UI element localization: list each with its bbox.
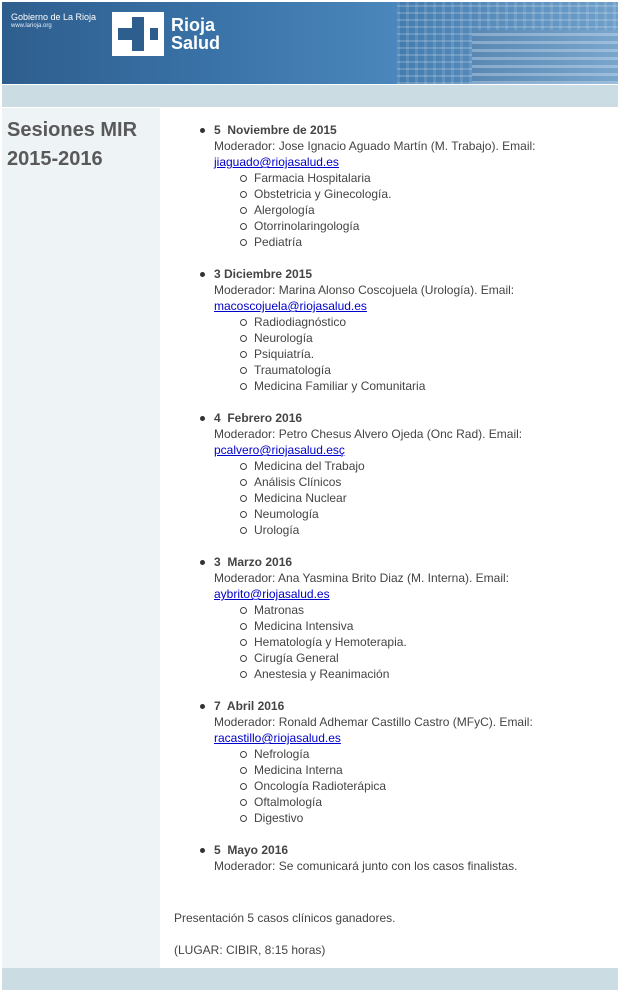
session-date: 5 Noviembre de 2015 [214, 123, 337, 137]
gov-name[interactable]: Gobierno de La Rioja [11, 12, 97, 22]
specialty-item [214, 474, 618, 490]
session-item [162, 266, 618, 394]
bullet-icon [200, 560, 205, 565]
gov-url[interactable]: www.larioja.org [11, 23, 52, 29]
specialty-label: Digestivo [254, 811, 304, 825]
circle-bullet-icon [240, 351, 247, 358]
specialty-item [214, 490, 618, 506]
session-item [162, 410, 618, 538]
circle-bullet-icon [240, 671, 247, 678]
bullet-icon [200, 848, 205, 853]
bullet-icon [200, 416, 205, 421]
circle-bullet-icon [240, 383, 247, 390]
circle-bullet-icon [240, 623, 247, 630]
session-moderator: Moderador: Marina Alonso Coscojuela (Urología). Email: [214, 283, 515, 297]
specialty-label: Radiodiagnóstico [254, 315, 347, 329]
specialty-item [214, 234, 618, 250]
specialty-label: Hematología y Hemoterapia. [254, 635, 407, 649]
specialty-item [214, 506, 618, 522]
circle-bullet-icon [240, 175, 247, 182]
specialty-label: Urología [254, 523, 300, 537]
spacer [162, 682, 618, 698]
circle-bullet-icon [240, 607, 247, 614]
session-moderator: Moderador: Ana Yasmina Brito Diaz (M. Interna). Email: [214, 571, 510, 585]
spacer [162, 394, 618, 410]
specialty-item [214, 762, 618, 778]
specialties-list [214, 458, 618, 538]
specialty-label: Alergología [254, 203, 315, 217]
specialty-item [214, 778, 618, 794]
circle-bullet-icon [240, 335, 247, 342]
specialty-label: Medicina Nuclear [254, 491, 347, 505]
specialty-label: Traumatología [254, 363, 331, 377]
page-title [7, 116, 152, 174]
specialty-item [214, 618, 618, 634]
specialty-item [214, 650, 618, 666]
specialty-item [214, 602, 618, 618]
session-item [162, 554, 618, 682]
sessions-list [162, 122, 618, 874]
spacer [162, 250, 618, 266]
session-email-link[interactable]: pcalvero@riojasalud.esç [214, 443, 345, 457]
specialty-item [214, 378, 618, 394]
bullet-icon [200, 272, 205, 277]
session-item [162, 842, 618, 874]
circle-bullet-icon [240, 319, 247, 326]
specialty-label: Medicina Intensiva [254, 619, 354, 633]
page-frame [2, 2, 618, 990]
session-moderator: Moderador: Se comunicará junto con los casos finalistas. [214, 859, 518, 873]
site-header [2, 2, 618, 84]
session-moderator: Moderador: Jose Ignacio Aguado Martín (M. Trabajo). Email: [214, 139, 536, 153]
specialty-item [214, 634, 618, 650]
specialty-item [214, 170, 618, 186]
specialty-label: Anestesia y Reanimación [254, 667, 390, 681]
circle-bullet-icon [240, 511, 247, 518]
bullet-icon [200, 128, 205, 133]
top-strip [2, 85, 618, 107]
specialty-item [214, 810, 618, 826]
circle-bullet-icon [240, 223, 247, 230]
session-moderator: Moderador: Petro Chesus Alvero Ojeda (Onc Rad). Email: [214, 427, 523, 441]
specialty-item [214, 314, 618, 330]
circle-bullet-icon [240, 239, 247, 246]
specialty-label: Oncología Radioterápica [254, 779, 387, 793]
specialties-list [214, 314, 618, 394]
specialty-label: Análisis Clínicos [254, 475, 342, 489]
spacer [162, 538, 618, 554]
specialty-item [214, 522, 618, 538]
specialty-item [214, 218, 618, 234]
spacer [162, 826, 618, 842]
circle-bullet-icon [240, 751, 247, 758]
session-item [162, 698, 618, 826]
circle-bullet-icon [240, 799, 247, 806]
session-date: 4 Febrero 2016 [214, 411, 303, 425]
footer-line2: (LUGAR: CIBIR, 8:15 horas) [174, 943, 326, 957]
specialty-label: Matronas [254, 603, 305, 617]
logo-line2: Salud [171, 33, 221, 53]
circle-bullet-icon [240, 367, 247, 374]
circle-bullet-icon [240, 479, 247, 486]
circle-bullet-icon [240, 783, 247, 790]
main-content [162, 108, 618, 968]
specialty-item [214, 202, 618, 218]
session-email-link[interactable]: aybrito@riojasalud.es [214, 587, 330, 601]
circle-bullet-icon [240, 207, 247, 214]
specialty-label: Otorrinolaringología [254, 219, 360, 233]
specialty-label: Psiquiatría. [254, 347, 315, 361]
session-moderator: Moderador: Ronald Adhemar Castillo Castro (MFyC). Email: [214, 715, 533, 729]
specialty-label: Neumología [254, 507, 319, 521]
circle-bullet-icon [240, 639, 247, 646]
sidebar [2, 108, 160, 968]
specialty-item [214, 794, 618, 810]
header-photo-building [472, 30, 618, 84]
circle-bullet-icon [240, 191, 247, 198]
specialty-label: Obstetricia y Ginecología. [254, 187, 392, 201]
session-date: 3 Diciembre 2015 [214, 267, 313, 281]
specialty-item [214, 458, 618, 474]
circle-bullet-icon [240, 815, 247, 822]
specialty-label: Medicina Interna [254, 763, 343, 777]
page-title-line1: Sesiones MIR [7, 119, 138, 141]
circle-bullet-icon [240, 495, 247, 502]
session-email-link[interactable]: racastillo@riojasalud.es [214, 731, 341, 745]
specialty-item [214, 362, 618, 378]
specialty-item [214, 346, 618, 362]
specialties-list [214, 170, 618, 250]
specialties-list [214, 746, 618, 826]
session-date: 7 Abril 2016 [214, 699, 285, 713]
page-title-line2: 2015-2016 [7, 148, 103, 170]
specialty-item [214, 330, 618, 346]
logo-text [171, 16, 220, 52]
logo-line1: Rioja [171, 15, 216, 35]
specialty-label: Nefrología [254, 747, 310, 761]
rioja-salud-logo[interactable] [112, 11, 238, 57]
session-date: 5 Mayo 2016 [214, 843, 289, 857]
specialty-item [214, 746, 618, 762]
session-item [162, 122, 618, 250]
circle-bullet-icon [240, 527, 247, 534]
circle-bullet-icon [240, 655, 247, 662]
specialty-label: Medicina del Trabajo [254, 459, 365, 473]
specialty-label: Cirugía General [254, 651, 339, 665]
bullet-icon [200, 704, 205, 709]
circle-bullet-icon [240, 767, 247, 774]
specialty-item [214, 186, 618, 202]
session-email-link[interactable]: macoscojuela@riojasalud.es [214, 299, 367, 313]
bottom-strip [2, 968, 618, 990]
session-email-link[interactable]: jiaguado@riojasalud.es [214, 155, 339, 169]
specialty-label: Oftalmología [254, 795, 323, 809]
specialty-label: Neurología [254, 331, 313, 345]
specialty-item [214, 666, 618, 682]
footer-line1: Presentación 5 casos clínicos ganadores. [174, 911, 396, 925]
specialty-label: Medicina Familiar y Comunitaria [254, 379, 426, 393]
circle-bullet-icon [240, 463, 247, 470]
specialty-label: Pediatría [254, 235, 303, 249]
specialties-list [214, 602, 618, 682]
specialty-label: Farmacia Hospitalaria [254, 171, 371, 185]
cross-icon [112, 12, 164, 56]
session-date: 3 Marzo 2016 [214, 555, 293, 569]
